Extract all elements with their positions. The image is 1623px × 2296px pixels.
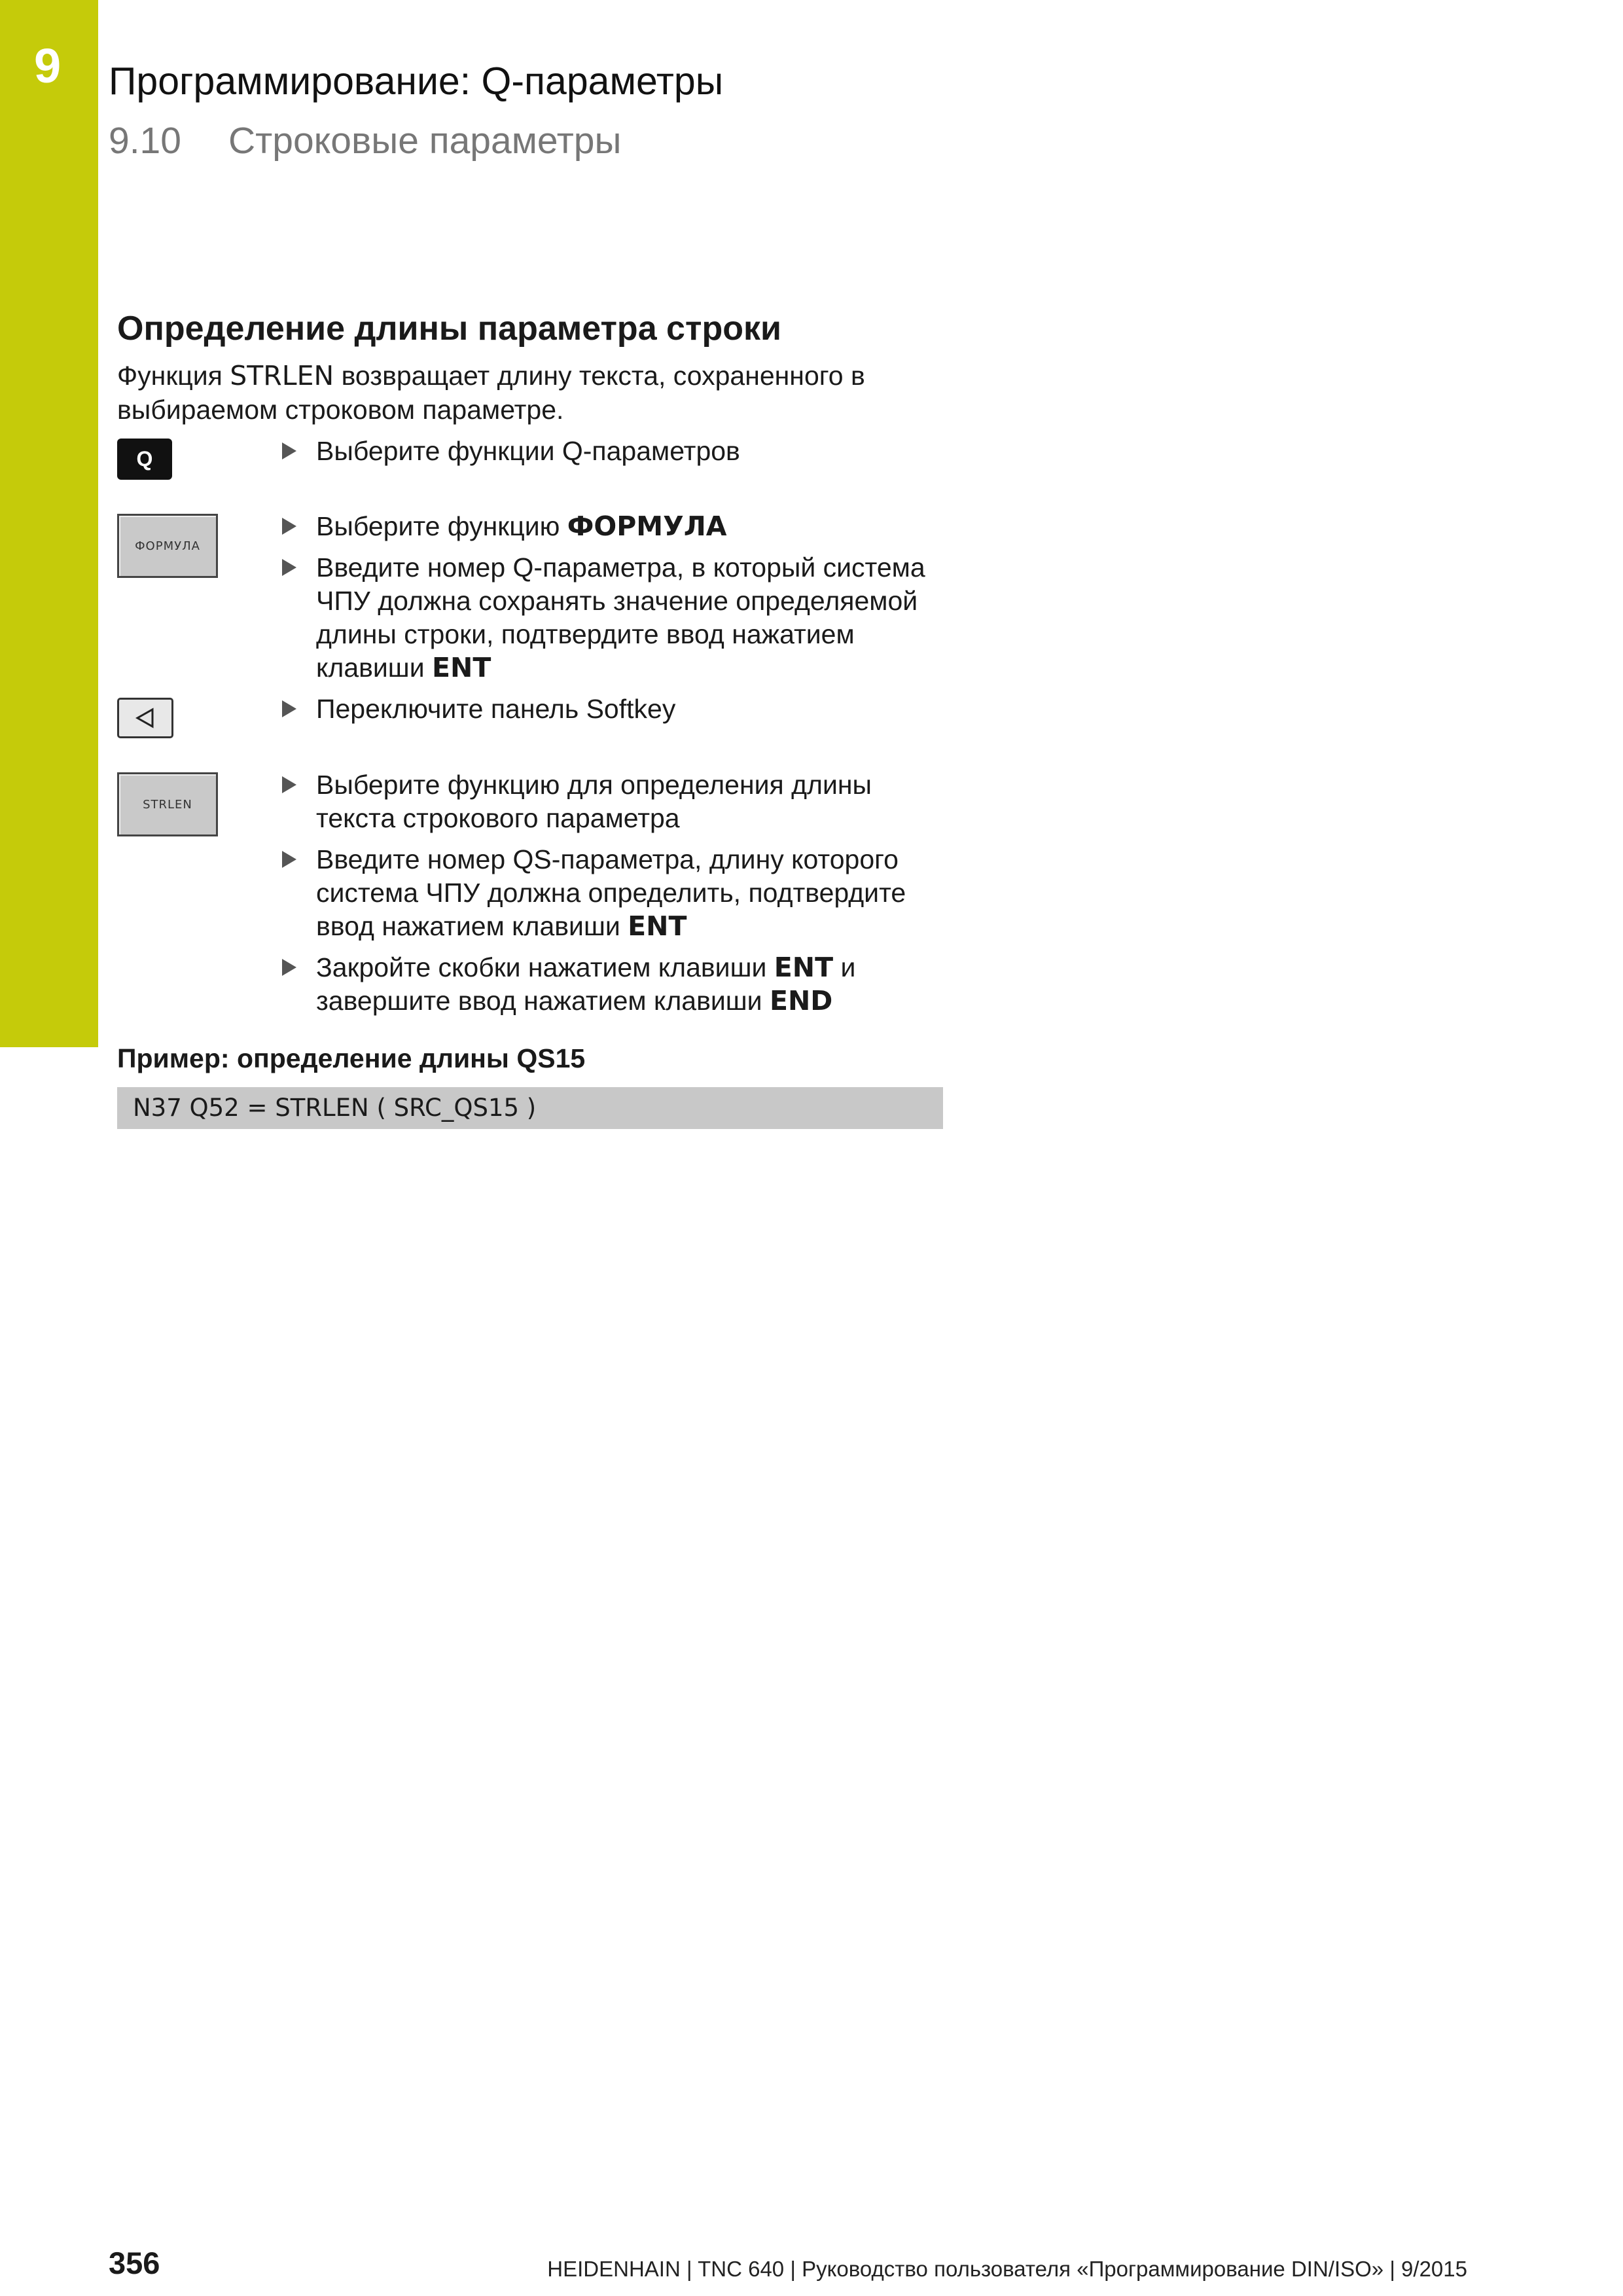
section-heading: Определение длины параметра строки bbox=[117, 310, 781, 348]
list-item bbox=[282, 435, 943, 468]
step-7-mid: и завершите ввод нажатием клавиши bbox=[316, 952, 856, 1016]
step-formula bbox=[117, 510, 943, 692]
footer-text: HEIDENHAIN | TNC 640 | Руководство пользователя «Программирование DIN/ISO» | 9/2015 bbox=[547, 2257, 1467, 2281]
key-column bbox=[117, 435, 282, 480]
bullet-triangle-icon bbox=[282, 700, 296, 717]
strlen-softkey-icon: STRLEN bbox=[117, 772, 218, 836]
key-column bbox=[117, 692, 282, 738]
list-item bbox=[282, 692, 943, 726]
page-number: 356 bbox=[109, 2246, 160, 2280]
step-7-prefix: Закройте скобки нажатием клавиши bbox=[316, 952, 774, 982]
step-2-text bbox=[316, 510, 727, 543]
step-3-prefix: Введите номер Q-параметра, в который система ЧПУ должна сохранять значение определяемой длины строки, подтвердите ввод нажатием клавиши bbox=[316, 552, 925, 683]
step-7-bold-1: ENT bbox=[774, 952, 834, 983]
step-list bbox=[117, 435, 943, 1026]
list-item bbox=[282, 843, 943, 943]
example-code: N37 Q52 = STRLEN ( SRC_QS15 ) bbox=[117, 1087, 943, 1129]
chapter-number: 9 bbox=[34, 39, 62, 93]
intro-suffix: возвращает длину текста, сохраненного в выбираемом строковом параметре. bbox=[117, 361, 865, 425]
list-item bbox=[282, 951, 943, 1018]
step-text bbox=[282, 768, 943, 1026]
step-6-prefix: Введите номер QS-параметра, длину которого система ЧПУ должна определить, подтвердите ввод нажатием клавиши bbox=[316, 844, 906, 941]
step-6-text bbox=[316, 843, 943, 943]
chapter-title: Программирование: Q-параметры bbox=[109, 60, 724, 103]
key-column bbox=[117, 768, 282, 836]
step-text bbox=[282, 510, 943, 692]
intro-paragraph bbox=[117, 359, 943, 427]
list-item bbox=[282, 510, 943, 543]
section-number: 9.10 bbox=[109, 120, 181, 162]
section-title: Строковые параметры bbox=[228, 120, 622, 162]
step-text bbox=[282, 692, 943, 734]
step-1-text: Выберите функции Q-параметров bbox=[316, 436, 740, 466]
step-7-bold-2: END bbox=[769, 985, 833, 1016]
step-5-text: Выберите функцию для определения длины текста строкового параметра bbox=[316, 770, 872, 833]
key-column bbox=[117, 510, 282, 578]
bullet-triangle-icon bbox=[282, 776, 296, 793]
step-2-prefix: Выберите функцию bbox=[316, 511, 567, 541]
bullet-triangle-icon bbox=[282, 959, 296, 976]
formula-softkey-icon: ФОРМУЛА bbox=[117, 514, 218, 578]
main-content bbox=[117, 308, 943, 1129]
step-4-text: Переключите панель Softkey bbox=[316, 694, 676, 724]
step-q-parameters bbox=[117, 435, 943, 480]
bullet-triangle-icon bbox=[282, 559, 296, 576]
step-strlen bbox=[117, 768, 943, 1026]
bullet-triangle-icon bbox=[282, 851, 296, 868]
list-item bbox=[282, 551, 943, 685]
intro-prefix: Функция bbox=[117, 361, 230, 391]
example-heading: Пример: определение длины QS15 bbox=[117, 1043, 586, 1073]
bullet-triangle-icon bbox=[282, 442, 296, 459]
arrow-left-key-icon bbox=[117, 698, 173, 738]
list-item bbox=[282, 768, 943, 835]
step-text bbox=[282, 435, 943, 476]
step-2-bold: ФОРМУЛА bbox=[567, 511, 727, 542]
step-6-bold: ENT bbox=[628, 910, 687, 942]
step-3-bold: ENT bbox=[432, 652, 491, 683]
step-3-text bbox=[316, 551, 943, 685]
chapter-sidebar bbox=[0, 0, 98, 1047]
spacer bbox=[117, 738, 943, 768]
step-7-text bbox=[316, 951, 943, 1018]
bullet-triangle-icon bbox=[282, 518, 296, 535]
intro-code: STRLEN bbox=[230, 360, 334, 391]
spacer bbox=[117, 480, 943, 510]
q-key-icon: Q bbox=[117, 439, 172, 480]
step-switch-softkey bbox=[117, 692, 943, 738]
